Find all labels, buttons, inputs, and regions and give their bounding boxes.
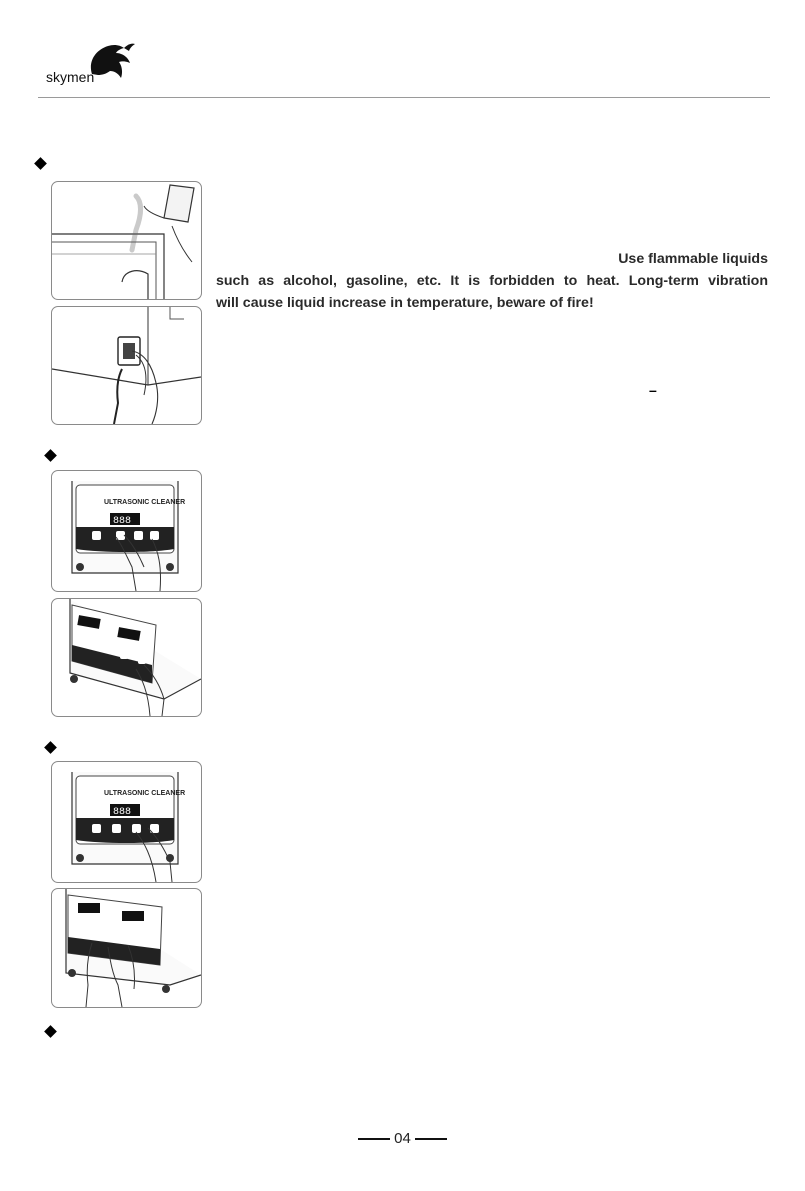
section-bullet [44, 1025, 57, 1038]
section-bullet [44, 449, 57, 462]
fire-warning-text [216, 248, 768, 314]
photo-pouring-liquid [51, 181, 202, 300]
panel-display: 888 [113, 516, 132, 527]
warning-line-2: such as alcohol, gasoline, etc. It is forbidden to heat. Long-term vibration [216, 273, 768, 289]
header-divider [38, 97, 770, 98]
page-number: 04 [394, 1130, 411, 1147]
footer-line-left [358, 1138, 390, 1140]
photo-panel-single-display [51, 470, 202, 592]
panel-label: ULTRASONIC CLEANER [104, 499, 186, 506]
photo-panel-dual-display [51, 598, 202, 717]
section-bullet [34, 157, 47, 170]
footer-line-right [415, 1138, 447, 1140]
brand-wordmark: skymen [46, 69, 95, 85]
photo-power-switch [51, 306, 202, 425]
panel-display: 888 [113, 807, 132, 818]
section-bullet [44, 741, 57, 754]
warning-line-1: Use flammable liquids [618, 251, 768, 267]
panel-label: ULTRASONIC CLEANER [104, 790, 186, 797]
photo-panel-dual-display-2 [51, 888, 202, 1008]
photo-panel-single-display-2 [51, 761, 202, 883]
stray-dash: – [649, 382, 657, 398]
page-footer [0, 1130, 805, 1147]
warning-line-3: will cause liquid increase in temperature, beware of fire! [216, 295, 594, 311]
skymen-logo [40, 40, 140, 96]
